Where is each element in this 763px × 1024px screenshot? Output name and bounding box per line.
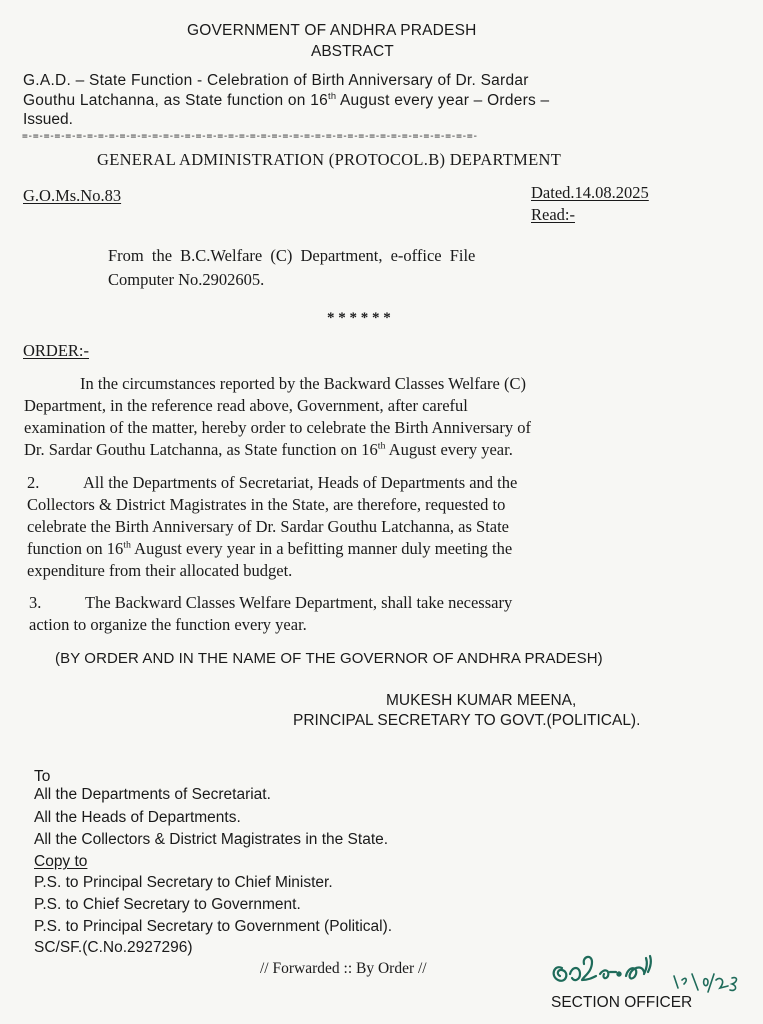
copy-to-item: P.S. to Principal Secretary to Chief Minister.	[34, 874, 333, 891]
order-paragraph-3: 3. The Backward Classes Welfare Department, shall take necessary action to organize the function every year.	[29, 593, 513, 634]
section-officer-label: SECTION OFFICER	[551, 994, 693, 1011]
copy-to-label: Copy to	[34, 853, 88, 870]
recipient-item: All the Heads of Departments.	[34, 809, 241, 826]
signatory-name: MUKESH KUMAR MEENA,	[386, 692, 577, 709]
subject-line-2: Gouthu Latchanna, as State function on 16th August every year – Orders –	[23, 90, 550, 109]
order-paragraph-2: 2. All the Departments of Secretariat, Heads of Departments and the Collectors & District Magistrates in the State, are therefore, requested to celebrate the Birth Anniversary of Dr. Sardar Gouthu Latchanna, as State function on 16th August every year in a befitting manner duly meeting the expenditure from their allocated budget.	[27, 473, 518, 580]
forwarded-by-order: // Forwarded :: By Order //	[260, 960, 427, 977]
order-date: Dated.14.08.2025	[531, 183, 649, 202]
go-number: G.O.Ms.No.83	[23, 186, 122, 205]
department-heading: GENERAL ADMINISTRATION (PROTOCOL.B) DEPARTMENT	[97, 150, 562, 169]
copy-to-item: P.S. to Chief Secretary to Government.	[34, 896, 301, 913]
signatory-designation: PRINCIPAL SECRETARY TO GOVT.(POLITICAL).	[293, 712, 641, 729]
copy-to-item: P.S. to Principal Secretary to Government (Political).	[34, 918, 393, 935]
government-heading: GOVERNMENT OF ANDHRA PRADESH	[187, 22, 477, 39]
separator-stars: * * * * * *	[327, 310, 391, 326]
copy-to-item: SC/SF.(C.No.2927296)	[34, 939, 193, 956]
abstract-heading: ABSTRACT	[311, 43, 394, 60]
order-heading: ORDER:-	[23, 341, 89, 360]
recipient-item: All the Departments of Secretariat.	[34, 786, 271, 803]
recipient-item: All the Collectors & District Magistrates in the State.	[34, 831, 389, 848]
by-order-line: (BY ORDER AND IN THE NAME OF THE GOVERNOR OF ANDHRA PRADESH)	[55, 650, 603, 667]
separator-line: =-=-=-=-=-=-=-=-=-=-=-=-=-=-=-=-=-=-=-=-=-=-=-=-=-=-=-=-=-=-=-=-=-=-=-=-=-=-=-=-=-=-	[22, 131, 478, 142]
to-label: To	[34, 768, 51, 785]
reference-line-2: Computer No.2902605.	[108, 270, 265, 289]
reference-line-1: From the B.C.Welfare (C) Department, e-office File	[108, 246, 476, 265]
subject-line-1: G.A.D. – State Function - Celebration of Birth Anniversary of Dr. Sardar	[23, 72, 529, 89]
subject-line-3: Issued.	[23, 111, 73, 128]
order-paragraph-1: In the circumstances reported by the Backward Classes Welfare (C) Department, in the reference read above, Government, after careful examination of the matter, hereby order to celebrate the Birth Anniversary of Dr. Sardar Gouthu Latchanna, as State function on 16th August every year.	[24, 374, 531, 459]
read-label: Read:-	[531, 205, 575, 224]
